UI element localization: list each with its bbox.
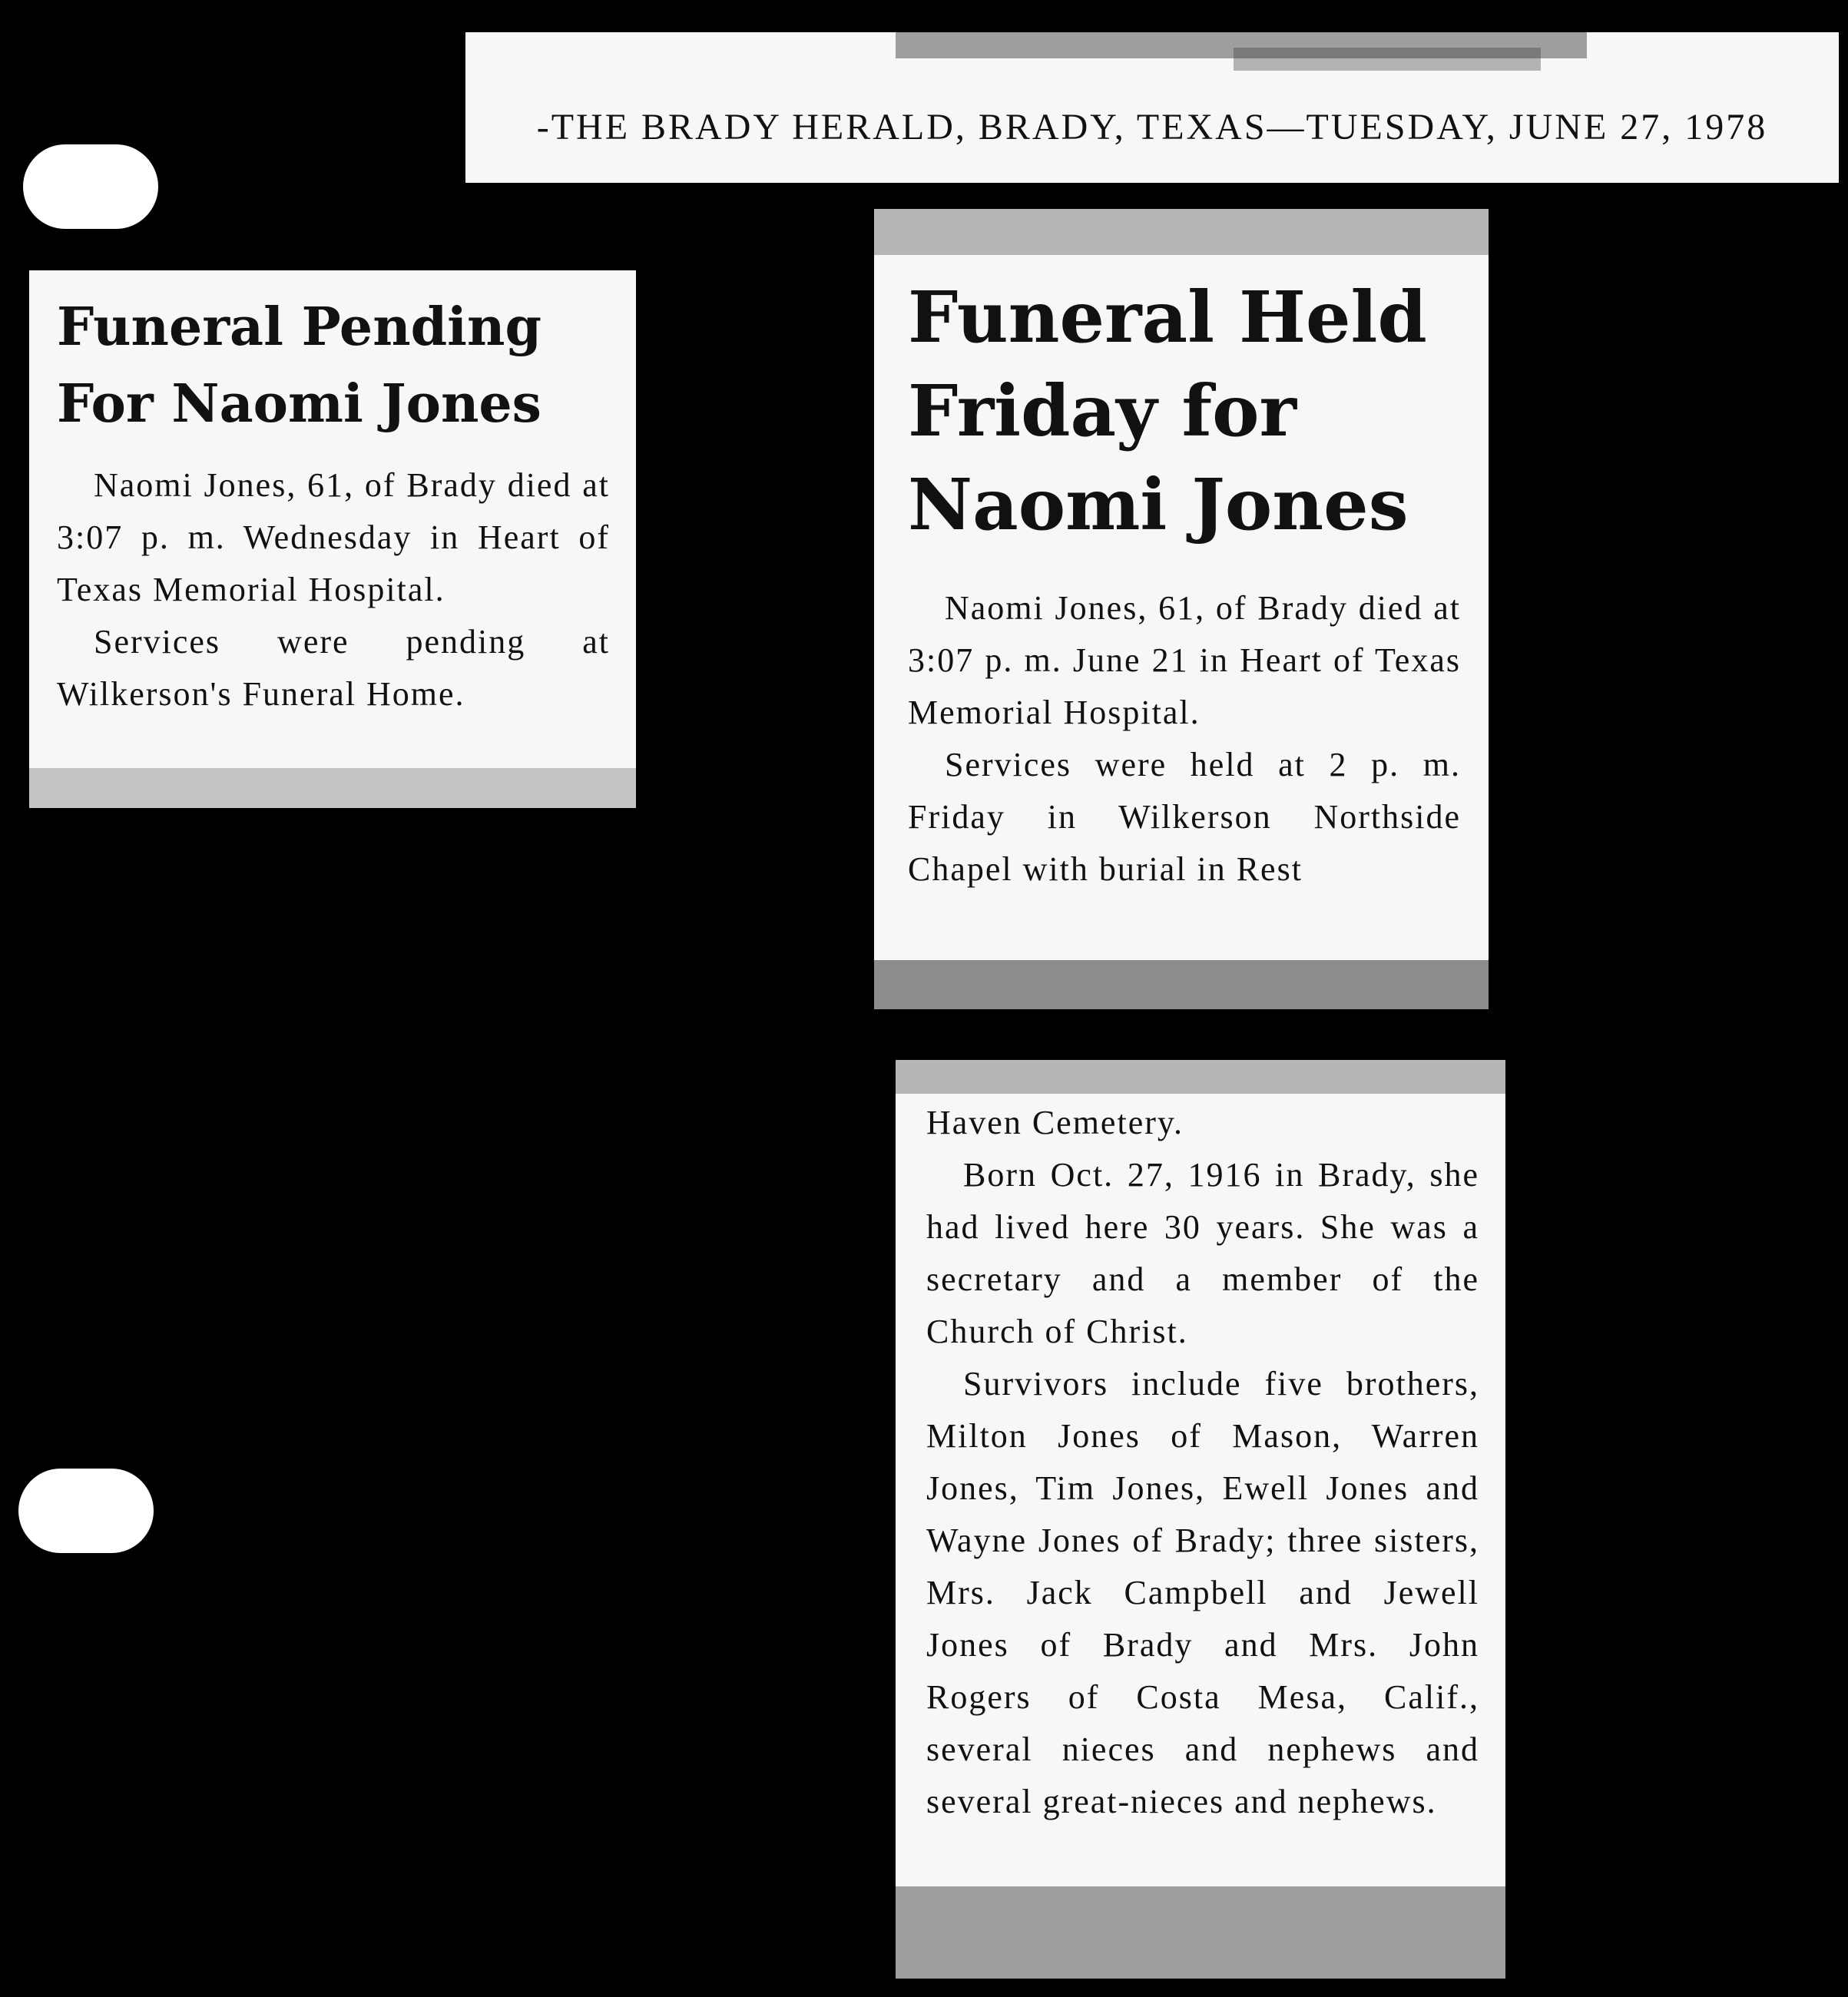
newspaper-masthead-clipping bbox=[465, 32, 1839, 183]
headline-line-2: For Naomi Jones bbox=[57, 373, 541, 435]
headline-line-1: Funeral Held bbox=[908, 276, 1427, 359]
masthead-text: -THE BRADY HERALD, BRADY, TEXAS—TUESDAY, JUNE 27, 1978 bbox=[536, 106, 1768, 147]
obituary-paragraph-1: Haven Cemetery. bbox=[926, 1104, 1184, 1141]
obituary-paragraph-1: Naomi Jones, 61, of Brady died at 3:07 p. m. June 21 in Heart of Texas Memorial Hospital. bbox=[908, 589, 1461, 731]
clipping-funeral-held bbox=[874, 209, 1489, 1009]
obituary-paragraph-3: Survivors include five brothers, Milton Jones of Mason, Warren Jones, Tim Jones, Ewell Jones and Wayne Jones of Brady; three sisters, Mrs. Jack Campbell and Jewell Jones of Brady and Mrs. John Rogers of Costa Mesa, Calif., several nieces and nephews and several great-nieces and nephews. bbox=[926, 1365, 1479, 1820]
headline-line-1: Funeral Pending bbox=[57, 296, 541, 358]
obituary-paragraph-2: Born Oct. 27, 1916 in Brady, she had lived here 30 years. She was a secretary and a member of the Church of Christ. bbox=[926, 1156, 1479, 1350]
headline-line-2: Friday for bbox=[908, 369, 1297, 452]
obituary-paragraph-2: Services were held at 2 p. m. Friday in Wilkerson Northside Chapel with burial in Rest bbox=[908, 746, 1461, 888]
obituary-paragraph-2: Services were pending at Wilkerson's Funeral Home. bbox=[57, 623, 610, 713]
obituary-paragraph-1: Naomi Jones, 61, of Brady died at 3:07 p. m. Wednesday in Heart of Texas Memorial Hospital. bbox=[57, 466, 610, 608]
headline-line-3: Naomi Jones bbox=[908, 463, 1409, 546]
binder-hole-top bbox=[23, 144, 158, 229]
clipping-funeral-pending bbox=[29, 270, 636, 808]
clipping-obituary-continued bbox=[896, 1060, 1505, 1979]
binder-hole-bottom bbox=[18, 1469, 154, 1553]
